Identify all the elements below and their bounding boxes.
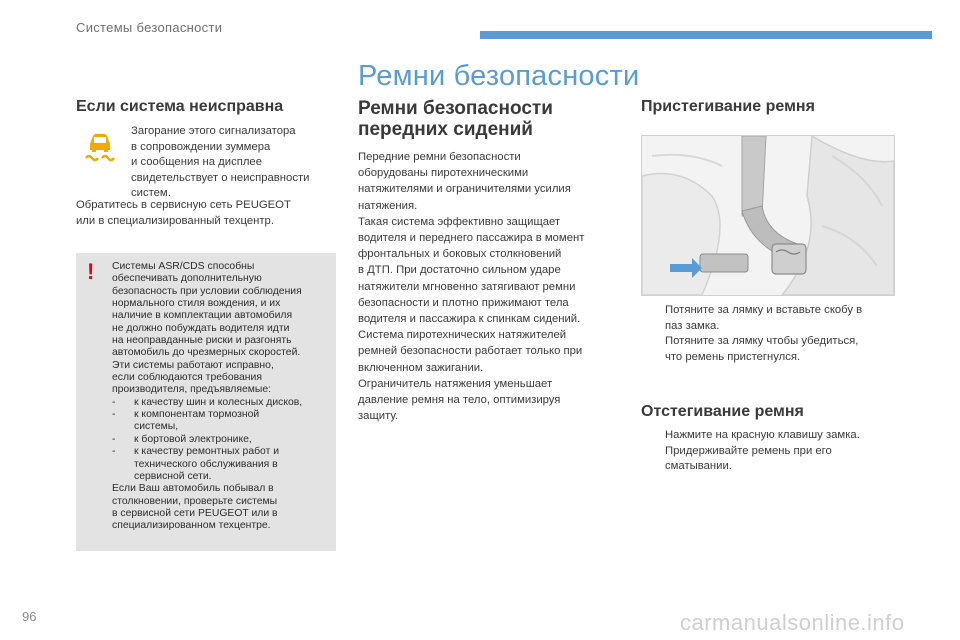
list-item <box>641 444 901 475</box>
text-line: сервисной сети. <box>134 470 212 482</box>
fastening-heading: Пристегивание ремня <box>641 98 815 115</box>
text-line: системы, <box>134 421 179 433</box>
text-line: давление ремня на тело, оптимизируя <box>358 394 561 407</box>
front-belts-heading <box>358 98 553 140</box>
fastening-steps <box>641 303 901 365</box>
note-box <box>76 253 336 551</box>
exclamation-icon: ! <box>87 259 95 284</box>
text-line: наличие в комплектации автомобиля <box>112 310 293 322</box>
text-line: в ДТП. При достаточно сильном ударе <box>358 264 561 277</box>
list-item <box>641 334 901 365</box>
text-line: Потяните за лямку чтобы убедиться, <box>665 335 859 348</box>
text-line: натяжения. <box>358 199 418 212</box>
text-line: Загорание этого сигнализатора <box>131 125 296 137</box>
list-item <box>112 434 330 446</box>
list-item <box>112 446 330 483</box>
dash: - <box>112 409 116 421</box>
text-line: включенном зажигании. <box>358 361 484 374</box>
text-line: фронтальных и боковых столкновений <box>358 248 562 261</box>
text-line: натяжители мгновенно затягивают ремни <box>358 280 576 293</box>
dash: - <box>112 396 116 408</box>
text-line: технического обслуживания в <box>134 458 278 470</box>
text-line: специализированном техцентре. <box>112 520 271 532</box>
text-line: Система пиротехнических натяжителей <box>358 329 567 342</box>
text-line: ремней безопасности работает только при <box>358 345 583 358</box>
text-line: Эти системы работают исправно, <box>112 359 274 371</box>
header-accent-bar <box>480 31 932 39</box>
text-line: не должно побуждать водителя идти <box>112 322 290 334</box>
page-title: Ремни безопасности <box>358 60 640 92</box>
text-line: в сервисной сети PEUGEOT или в <box>112 507 278 519</box>
text-line: что ремень пристегнулся. <box>665 350 801 363</box>
lamp-description <box>131 124 341 202</box>
text-line: безопасности и плотно прижимают тела <box>358 296 569 309</box>
list-item <box>112 409 330 434</box>
list-item <box>641 303 901 334</box>
text-line: к качеству ремонтных работ и <box>134 446 280 458</box>
text-line: к бортовой электронике, <box>134 433 252 445</box>
dash: - <box>112 446 116 458</box>
text-line: на неоправданные риски и разгонять <box>112 335 292 347</box>
text-line: водителя и переднего пассажира в момент <box>358 232 585 245</box>
text-line: систем. <box>131 187 171 200</box>
traction-control-warning-icon <box>80 124 120 164</box>
text-line: или в специализированный техцентр. <box>76 214 274 227</box>
service-advice <box>76 198 338 229</box>
text-line: Передние ремни безопасности <box>358 151 521 163</box>
heading-line: передних сидений <box>358 119 533 140</box>
text-line: автомобиль до чрезмерных скоростей. <box>112 347 301 359</box>
text-line: и сообщения на дисплее <box>131 156 263 169</box>
text-line: оборудованы пиротехническими <box>358 167 529 180</box>
text-line: Системы ASR/CDS способны <box>112 261 255 272</box>
text-line: свидетельствует о неисправности <box>131 171 310 184</box>
text-line: к компонентам тормозной <box>134 409 260 421</box>
text-line: натяжителями и ограничителями усилия <box>358 183 571 196</box>
text-line: Потяните за лямку и вставьте скобу в <box>665 304 863 316</box>
seat-belt-buckle-photo <box>641 135 895 296</box>
text-line: сматывании. <box>665 460 732 473</box>
note-text <box>112 261 330 533</box>
dash: - <box>112 433 116 445</box>
text-line: Обратитесь в сервисную сеть PEUGEOT <box>76 199 291 211</box>
text-line: Ограничитель натяжения уменьшает <box>358 377 553 390</box>
front-belts-text <box>358 149 628 424</box>
text-line: к качеству шин и колесных дисков, <box>134 396 303 408</box>
text-line: паз замка. <box>665 319 720 332</box>
heading-line: Ремни безопасности <box>358 98 553 119</box>
text-line: столкновении, проверьте системы <box>112 495 278 507</box>
unfastening-steps <box>641 428 901 475</box>
text-line: защиту. <box>358 410 399 423</box>
seat-belt-illustration <box>642 136 894 295</box>
text-line: нормального стиля вождения, и их <box>112 298 281 310</box>
text-line: безопасность при условии соблюдения <box>112 285 302 297</box>
text-line: Такая система эффективно защищает <box>358 215 561 228</box>
unfastening-heading: Отстегивание ремня <box>641 403 804 420</box>
text-line: водителя и пассажира к спинкам сидений. <box>358 313 581 326</box>
section-header: Системы безопасности <box>76 20 223 35</box>
page-number: 96 <box>22 609 37 624</box>
list-item <box>112 397 330 409</box>
list-item <box>641 428 901 444</box>
text-line: Придерживайте ремень при его <box>665 444 832 457</box>
watermark: carmanualsonline.info <box>680 610 905 635</box>
text-line: обеспечивать дополнительную <box>112 273 262 285</box>
text-line: Если Ваш автомобиль побывал в <box>112 483 274 495</box>
text-line: в сопровождении зуммера <box>131 140 271 153</box>
text-line: если соблюдаются требования <box>112 372 262 384</box>
malfunction-heading: Если система неисправна <box>76 98 284 115</box>
text-line: Нажмите на красную клавишу замка. <box>665 429 860 441</box>
text-line: производителя, предъявляемые: <box>112 384 272 396</box>
